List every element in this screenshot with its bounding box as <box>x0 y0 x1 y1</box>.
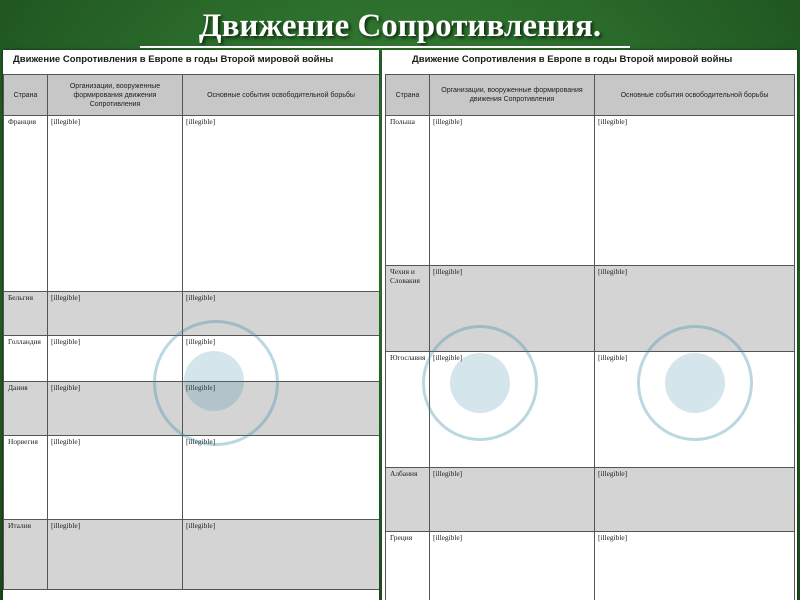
country-cell: Италия <box>4 520 48 590</box>
events-cell: [illegible] <box>183 336 380 382</box>
table-header-row <box>386 75 795 116</box>
country-cell: Польша <box>386 116 430 266</box>
organizations-cell: [illegible] <box>430 532 595 600</box>
table-header-row <box>4 75 380 116</box>
table-row-poland <box>386 116 795 266</box>
table-row-czechoslovakia <box>386 266 795 352</box>
events-cell: [illegible] <box>595 468 795 532</box>
country-cell: Албания <box>386 468 430 532</box>
country-cell: Чехия и Словакия <box>386 266 430 352</box>
left-resistance-table <box>3 74 379 590</box>
organizations-cell: [illegible] <box>48 116 183 292</box>
events-cell: [illegible] <box>183 116 380 292</box>
organizations-cell: [illegible] <box>430 468 595 532</box>
organizations-cell: [illegible] <box>430 266 595 352</box>
organizations-cell: [illegible] <box>430 116 595 266</box>
right-resistance-table <box>385 74 795 600</box>
country-cell: Дания <box>4 382 48 436</box>
left-table-page <box>3 50 379 600</box>
column-header-country: Страна <box>386 75 430 116</box>
column-header-organizations: Организации, вооруженные формирования движения Сопротивления <box>430 75 595 116</box>
country-cell: Франция <box>4 116 48 292</box>
organizations-cell: [illegible] <box>430 352 595 468</box>
organizations-cell: [illegible] <box>48 520 183 590</box>
column-header-country: Страна <box>4 75 48 116</box>
right-table-page <box>382 50 797 600</box>
organizations-cell: [illegible] <box>48 382 183 436</box>
table-row-belgium <box>4 292 380 336</box>
organizations-cell: [illegible] <box>48 292 183 336</box>
events-cell: [illegible] <box>595 352 795 468</box>
events-cell: [illegible] <box>595 266 795 352</box>
organizations-cell: [illegible] <box>48 336 183 382</box>
table-row-yugoslavia <box>386 352 795 468</box>
right-page-title: Движение Сопротивления в Европе в годы Второй мировой войны <box>412 54 733 65</box>
events-cell: [illegible] <box>595 116 795 266</box>
table-row-netherlands <box>4 336 380 382</box>
slide-title: Движение Сопротивления. <box>198 8 602 44</box>
country-cell: Бельгия <box>4 292 48 336</box>
table-row-italy <box>4 520 380 590</box>
country-cell: Югославия <box>386 352 430 468</box>
table-row-albania <box>386 468 795 532</box>
table-row-greece <box>386 532 795 600</box>
events-cell: [illegible] <box>183 292 380 336</box>
column-header-events: Основные события освободительной борьбы <box>183 75 380 116</box>
table-row-france <box>4 116 380 292</box>
events-cell: [illegible] <box>183 382 380 436</box>
left-page-title: Движение Сопротивления в Европе в годы Второй мировой войны <box>13 54 334 65</box>
table-row-denmark <box>4 382 380 436</box>
country-cell: Норвегия <box>4 436 48 520</box>
events-cell: [illegible] <box>595 532 795 600</box>
table-row-norway <box>4 436 380 520</box>
column-header-events: Основные события освободительной борьбы <box>595 75 795 116</box>
title-underline <box>140 46 630 48</box>
organizations-cell: [illegible] <box>48 436 183 520</box>
country-cell: Голландия <box>4 336 48 382</box>
events-cell: [illegible] <box>183 436 380 520</box>
country-cell: Греция <box>386 532 430 600</box>
column-header-organizations: Организации, вооруженные формирования движения Сопротивления <box>48 75 183 116</box>
events-cell: [illegible] <box>183 520 380 590</box>
